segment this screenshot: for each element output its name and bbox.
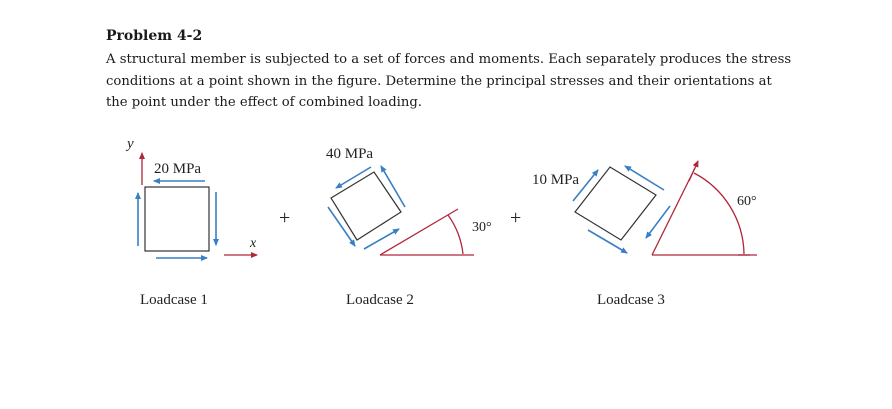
angle-arc-60 (694, 173, 744, 254)
caption-loadcase-2: Loadcase 2 (346, 292, 414, 308)
caption-loadcase-1: Loadcase 1 (140, 292, 208, 308)
rotated-axis-60 (652, 168, 695, 255)
stress-element-square (145, 187, 209, 251)
arrow-lower-right-face (646, 206, 670, 238)
angle-arc-30 (448, 215, 463, 254)
loadcase-1 (125, 136, 257, 308)
plus-sign-1: + (279, 207, 291, 229)
x-axis-label: x (250, 236, 257, 251)
angle-label-60: 60° (737, 194, 757, 209)
problem-text: A structural member is subjected to a set of forces and moments. Each separately produces the stress conditions at a point shown in the figure. Determine the principal stresses and their orientations at the point under the effect of combined loading. (106, 52, 792, 110)
loadcase-3 (532, 161, 757, 308)
caption-loadcase-3: Loadcase 3 (597, 292, 665, 308)
loadcase-2 (326, 146, 492, 308)
stress-label-1: 20 MPa (154, 161, 202, 177)
stress-label-2: 40 MPa (326, 146, 374, 162)
problem-title: Problem 4-2 (106, 28, 203, 44)
y-axis-label: y (127, 136, 134, 152)
stress-label-3: 10 MPa (532, 172, 580, 188)
rotated-axis-arrowhead (689, 161, 698, 181)
plus-sign-2: + (510, 207, 522, 229)
angle-label-30: 30° (472, 220, 492, 235)
